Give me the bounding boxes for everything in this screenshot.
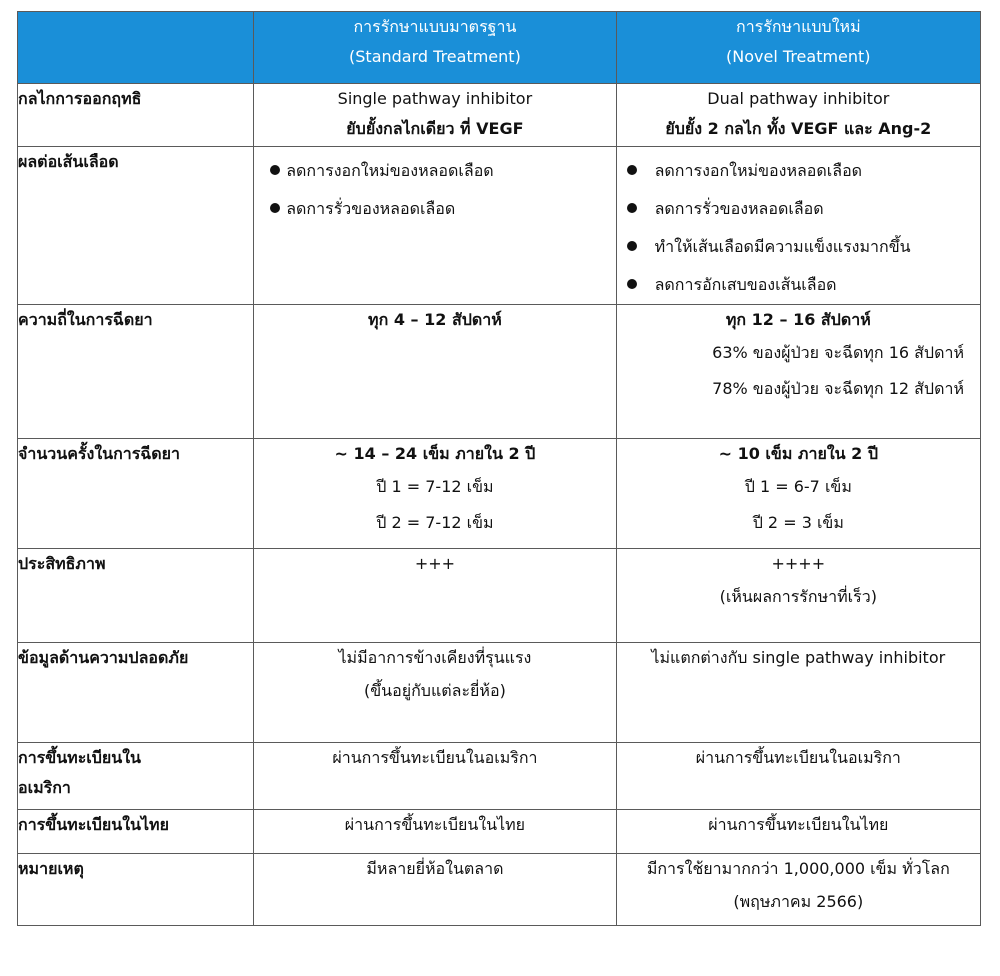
list-item-text: ทำให้เส้นเลือดมีความแข็งแรงมากขึ้น <box>654 237 911 256</box>
row-label-notes: หมายเหตุ <box>18 854 254 926</box>
comparison-table <box>17 11 981 926</box>
header-standard <box>254 12 616 84</box>
bullet-icon <box>270 203 280 213</box>
bullet-icon <box>627 165 637 175</box>
cell-notes-standard <box>254 854 616 926</box>
cell-frequency-standard <box>254 305 616 439</box>
bullet-icon <box>627 241 637 251</box>
cell-th-registration-standard <box>254 810 616 854</box>
list-item <box>617 190 980 228</box>
cell-text: ทุก 4 – 12 สัปดาห์ <box>368 310 502 329</box>
cell-text: (พฤษภาคม 2566) <box>733 892 864 911</box>
row-notes <box>18 854 981 926</box>
cell-text: ผ่านการขึ้นทะเบียนในไทย <box>708 815 889 834</box>
list-item <box>254 190 615 228</box>
bullet-icon <box>270 165 280 175</box>
cell-text: ผ่านการขึ้นทะเบียนในอเมริกา <box>695 748 901 767</box>
list-item-text: ลดการอักเสบของเส้นเลือด <box>654 275 837 294</box>
cell-text: (เห็นผลการรักษาที่เร็ว) <box>719 587 877 606</box>
cell-text: Single pathway inhibitor <box>337 89 533 108</box>
cell-text: +++ <box>414 554 456 573</box>
cell-injection-count-standard <box>254 439 616 549</box>
cell-efficacy-standard <box>254 549 616 643</box>
header-novel-subtitle: (Novel Treatment) <box>726 47 871 66</box>
header-standard-title: การรักษาแบบมาตรฐาน <box>353 17 517 36</box>
row-label-injection-count: จำนวนครั้งในการฉีดยา <box>18 439 254 549</box>
header-empty-cell <box>18 12 254 84</box>
list-item-text: ลดการงอกใหม่ของหลอดเลือด <box>286 161 494 180</box>
row-mechanism <box>18 84 981 147</box>
cell-notes-novel <box>616 854 980 926</box>
cell-mechanism-novel <box>616 84 980 147</box>
bullet-list <box>254 147 615 228</box>
cell-text: มีหลายยี่ห้อในตลาด <box>366 859 504 878</box>
bullet-icon <box>627 203 637 213</box>
row-frequency <box>18 305 981 439</box>
cell-efficacy-novel <box>616 549 980 643</box>
cell-frequency-novel <box>616 305 980 439</box>
row-label-safety: ข้อมูลด้านความปลอดภัย <box>18 643 254 743</box>
row-label-mechanism: กลไกการออกฤทธิ <box>18 84 254 147</box>
cell-text: ผ่านการขึ้นทะเบียนในไทย <box>344 815 526 834</box>
cell-text: ไม่มีอาการข้างเคียงที่รุนแรง <box>338 648 532 667</box>
cell-vessel-effect-novel <box>616 147 980 305</box>
bullet-list <box>617 147 980 304</box>
cell-text: ปี 2 = 7-12 เข็ม <box>376 513 494 532</box>
cell-text: ~ 10 เข็ม ภายใน 2 ปี <box>718 444 879 463</box>
row-label-frequency: ความถี่ในการฉีดยา <box>18 305 254 439</box>
cell-th-registration-novel <box>616 810 980 854</box>
row-th-registration <box>18 810 981 854</box>
row-vessel-effect <box>18 147 981 305</box>
cell-text: ปี 2 = 3 เข็ม <box>752 513 844 532</box>
header-novel-title: การรักษาแบบใหม่ <box>736 17 861 36</box>
header-row <box>18 12 981 84</box>
row-us-registration <box>18 743 981 810</box>
cell-text: ยับยั้งกลไกเดียว ที่ VEGF <box>346 119 524 138</box>
cell-text: ~ 14 – 24 เข็ม ภายใน 2 ปี <box>334 444 536 463</box>
header-novel <box>616 12 980 84</box>
cell-us-registration-novel <box>616 743 980 810</box>
cell-mechanism-standard <box>254 84 616 147</box>
row-label-line: อเมริกา <box>18 778 71 797</box>
cell-text: ++++ <box>771 554 826 573</box>
row-label-line: การขึ้นทะเบียนใน <box>18 748 141 767</box>
bullet-icon <box>627 279 637 289</box>
list-item-text: ลดการรั่วของหลอดเลือด <box>286 199 456 218</box>
cell-text: 78% ของผู้ป่วย จะฉีดทุก 12 สัปดาห์ <box>712 379 964 398</box>
cell-injection-count-novel <box>616 439 980 549</box>
row-safety <box>18 643 981 743</box>
header-standard-subtitle: (Standard Treatment) <box>349 47 521 66</box>
cell-text: Dual pathway inhibitor <box>707 89 890 108</box>
cell-safety-standard <box>254 643 616 743</box>
cell-text: ผ่านการขึ้นทะเบียนในอเมริกา <box>332 748 538 767</box>
cell-text: ไม่แตกต่างกับ single pathway inhibitor <box>651 648 946 667</box>
list-item <box>254 152 615 190</box>
cell-us-registration-standard <box>254 743 616 810</box>
list-item <box>617 266 980 304</box>
cell-text: มีการใช้ยามากกว่า 1,000,000 เข็ม ทั่วโลก <box>646 859 950 878</box>
list-item-text: ลดการงอกใหม่ของหลอดเลือด <box>654 161 863 180</box>
row-label-efficacy: ประสิทธิภาพ <box>18 549 254 643</box>
row-label-us-registration <box>18 743 254 810</box>
cell-text: ปี 1 = 7-12 เข็ม <box>376 477 494 496</box>
list-item-text: ลดการรั่วของหลอดเลือด <box>654 199 824 218</box>
row-label-vessel-effect: ผลต่อเส้นเลือด <box>18 147 254 305</box>
row-efficacy <box>18 549 981 643</box>
list-item <box>617 228 980 266</box>
cell-safety-novel <box>616 643 980 743</box>
cell-vessel-effect-standard <box>254 147 616 305</box>
list-item <box>617 152 980 190</box>
cell-text: (ขึ้นอยู่กับแต่ละยี่ห้อ) <box>364 681 506 700</box>
cell-text: ยับยั้ง 2 กลไก ทั้ง VEGF และ Ang-2 <box>665 119 932 138</box>
cell-text: 63% ของผู้ป่วย จะฉีดทุก 16 สัปดาห์ <box>712 343 964 362</box>
row-label-th-registration: การขึ้นทะเบียนในไทย <box>18 810 254 854</box>
cell-text: ปี 1 = 6-7 เข็ม <box>744 477 852 496</box>
row-injection-count <box>18 439 981 549</box>
cell-text: ทุก 12 – 16 สัปดาห์ <box>725 310 871 329</box>
